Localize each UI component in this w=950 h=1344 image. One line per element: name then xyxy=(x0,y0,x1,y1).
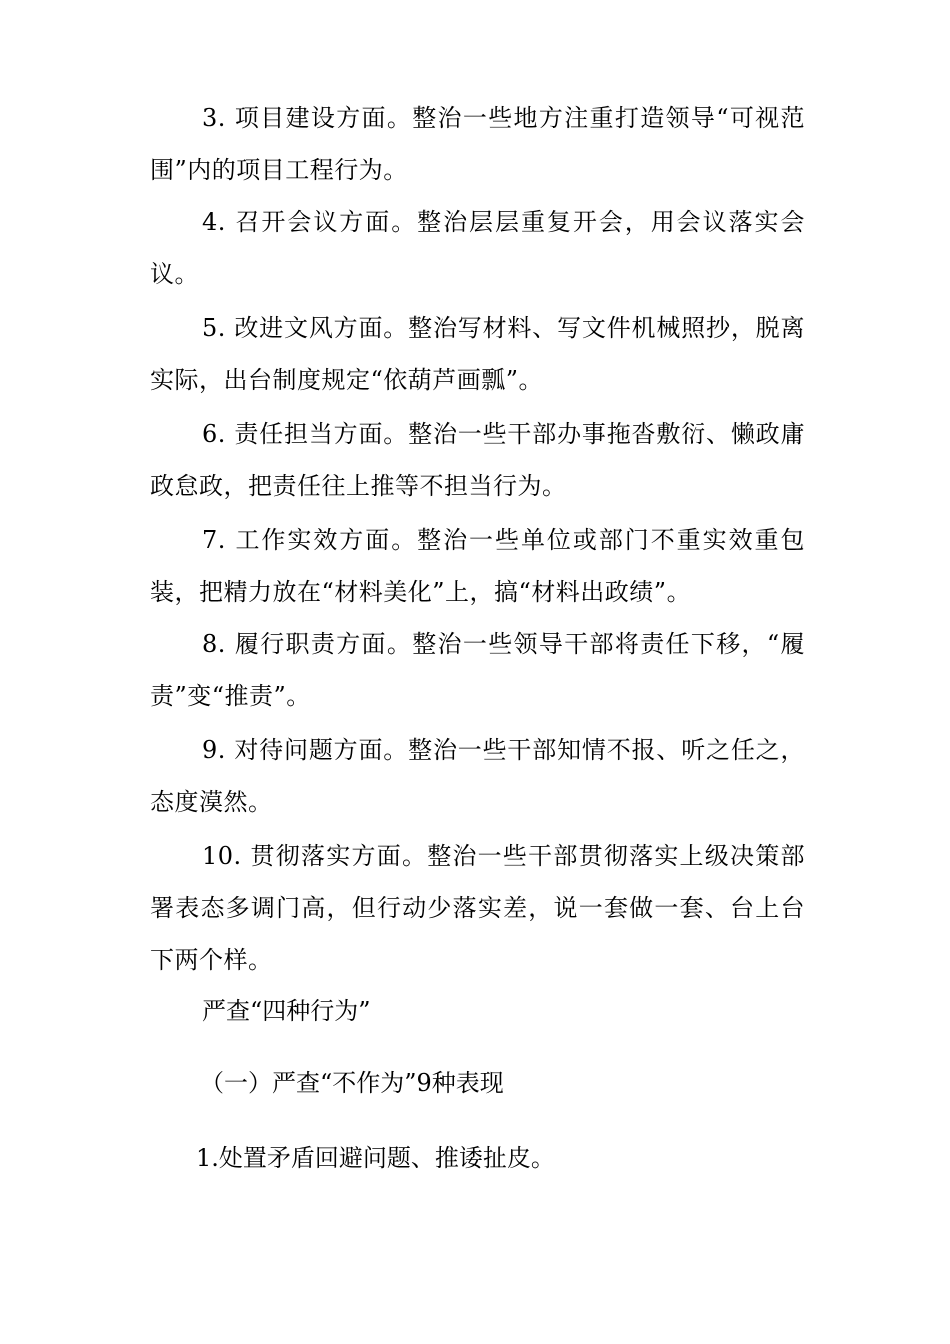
paragraph-item-9: 9. 对待问题方面。整治一些干部知情不报、听之任之，态度漠然。 xyxy=(150,736,805,816)
paragraph-item-7: 7. 工作实效方面。整治一些单位或部门不重实效重包装，把精力放在“材料美化”上，搞“材料出政绩”。 xyxy=(150,526,805,606)
subsection-heading: （一）严查“不作为”9种表现 xyxy=(200,1069,504,1097)
paragraph-item-4: 4. 召开会议方面。整治层层重复开会，用会议落实会议。 xyxy=(150,208,805,288)
paragraph-item-10: 10. 贯彻落实方面。整治一些干部贯彻落实上级决策部署表态多调门高，但行动少落实差，说一套做一套、台上台下两个样。 xyxy=(150,842,805,974)
paragraph-item-3: 3. 项目建设方面。整治一些地方注重打造领导“可视范围”内的项目工程行为。 xyxy=(150,104,805,184)
paragraph-item-6: 6. 责任担当方面。整治一些干部办事拖沓敷衍、懒政庸政怠政，把责任往上推等不担当行为。 xyxy=(150,420,805,500)
section-heading: 严查“四种行为” xyxy=(202,997,371,1025)
paragraph-item-8: 8. 履行职责方面。整治一些领导干部将责任下移，“履责”变“推责”。 xyxy=(150,630,805,710)
paragraph-item-5: 5. 改进文风方面。整治写材料、写文件机械照抄，脱离实际，出台制度规定“依葫芦画瓢”。 xyxy=(150,314,805,394)
list-item: 1.处置矛盾回避问题、推诿扯皮。 xyxy=(196,1144,555,1172)
